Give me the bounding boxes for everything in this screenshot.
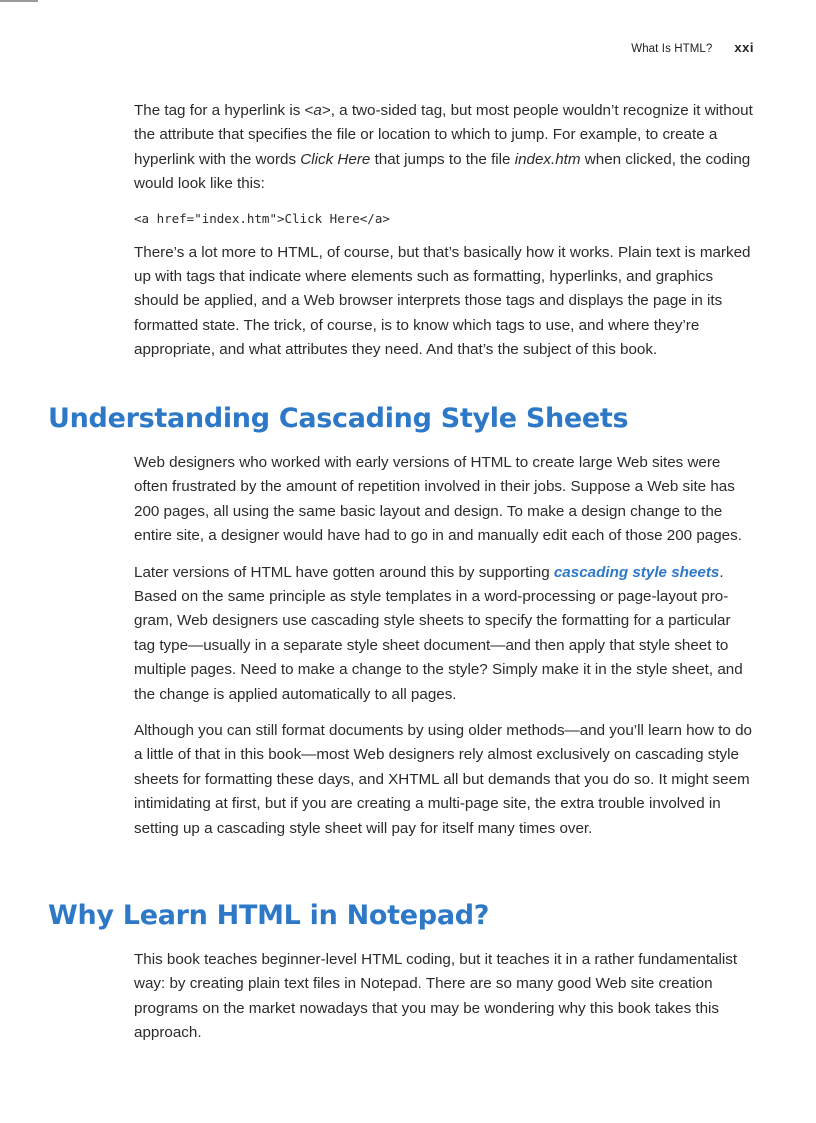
style-sheets-paragraph: Later versions of HTML have gotten around this by supporting cascading style sheets. Based on the same principle as style templates in a word-processing or page-layout program, Web designers use cascading style sheets to specify the formatting for a particular tag type—usually in a separate style sheet document—and then apply that style sheet to multiple pages. Need to make a change to the style? Simply make it in the style sheet, and the change is applied automatically to all pages. — [134, 563, 743, 703]
notepad-paragraph: This book teaches beginner-level HTML coding, but it teaches it in a rather fundamentalist way: by creating plain text files in Notepad. There are so many good Web site creation programs on the market nowadays that you may be wondering why this book takes this approach. — [134, 951, 738, 1042]
link-words: Click Here — [300, 150, 371, 168]
heading-why-notepad: Why Learn HTML in Notepad? — [48, 900, 490, 931]
page-number: xxi — [734, 40, 754, 55]
hyperlink-paragraph: The tag for a hyperlink is <a>, a two-sided tag, but most people wouldn’t recognize it without the attribute that specifies the file or location to which to jump. For example, to create a hyperlink with the words Click Here that jumps to the file index.htm when clicked, the coding would look like this: — [134, 102, 753, 193]
notepad-section — [134, 948, 754, 1058]
code-example: <a href="index.htm">Click Here</a> — [134, 210, 390, 226]
repetition-paragraph: Web designers who worked with early versions of HTML to create large Web sites were often frustrated by the amount of repetition involved in their jobs. Suppose a Web site has 200 pages, all using the same basic layout and design. To make a design change to the entire site, a designer would have had to go in and manually edit each of those 200 pages. — [134, 454, 742, 545]
running-head — [631, 40, 754, 55]
css-section — [134, 451, 754, 853]
filename: index.htm — [514, 150, 581, 168]
intro-section — [134, 99, 754, 375]
heading-cascading-style-sheets: Understanding Cascading Style Sheets — [48, 403, 629, 434]
term-cascading-style-sheets: cascading style sheets — [553, 563, 720, 581]
corner-rule — [0, 0, 38, 2]
tag-letter: a — [313, 102, 322, 119]
running-title: What Is HTML? — [631, 43, 713, 55]
older-methods-paragraph: Although you can still format documents by using older methods—and you’ll learn how to do a little of that in this book—most Web designers rely almost exclusively on cascading style sheets for formatting these days, and XHTML all but demands that you do so. It might seem intimidating at first, but if you are creating a multi-page site, the extra trouble involved in setting up a cascading style sheet will pay for itself many times over. — [134, 722, 752, 837]
html-overview-paragraph: There’s a lot more to HTML, of course, but that’s basically how it works. Plain text is marked up with tags that indicate where elements such as formatting, hyperlinks, and graphics should be applied, and a Web browser interprets those tags and displays the page in its formatted state. The trick, of course, is to know which tags to use, and where they’re appropriate, and what attributes they need. And that’s the subject of this book. — [134, 243, 751, 359]
